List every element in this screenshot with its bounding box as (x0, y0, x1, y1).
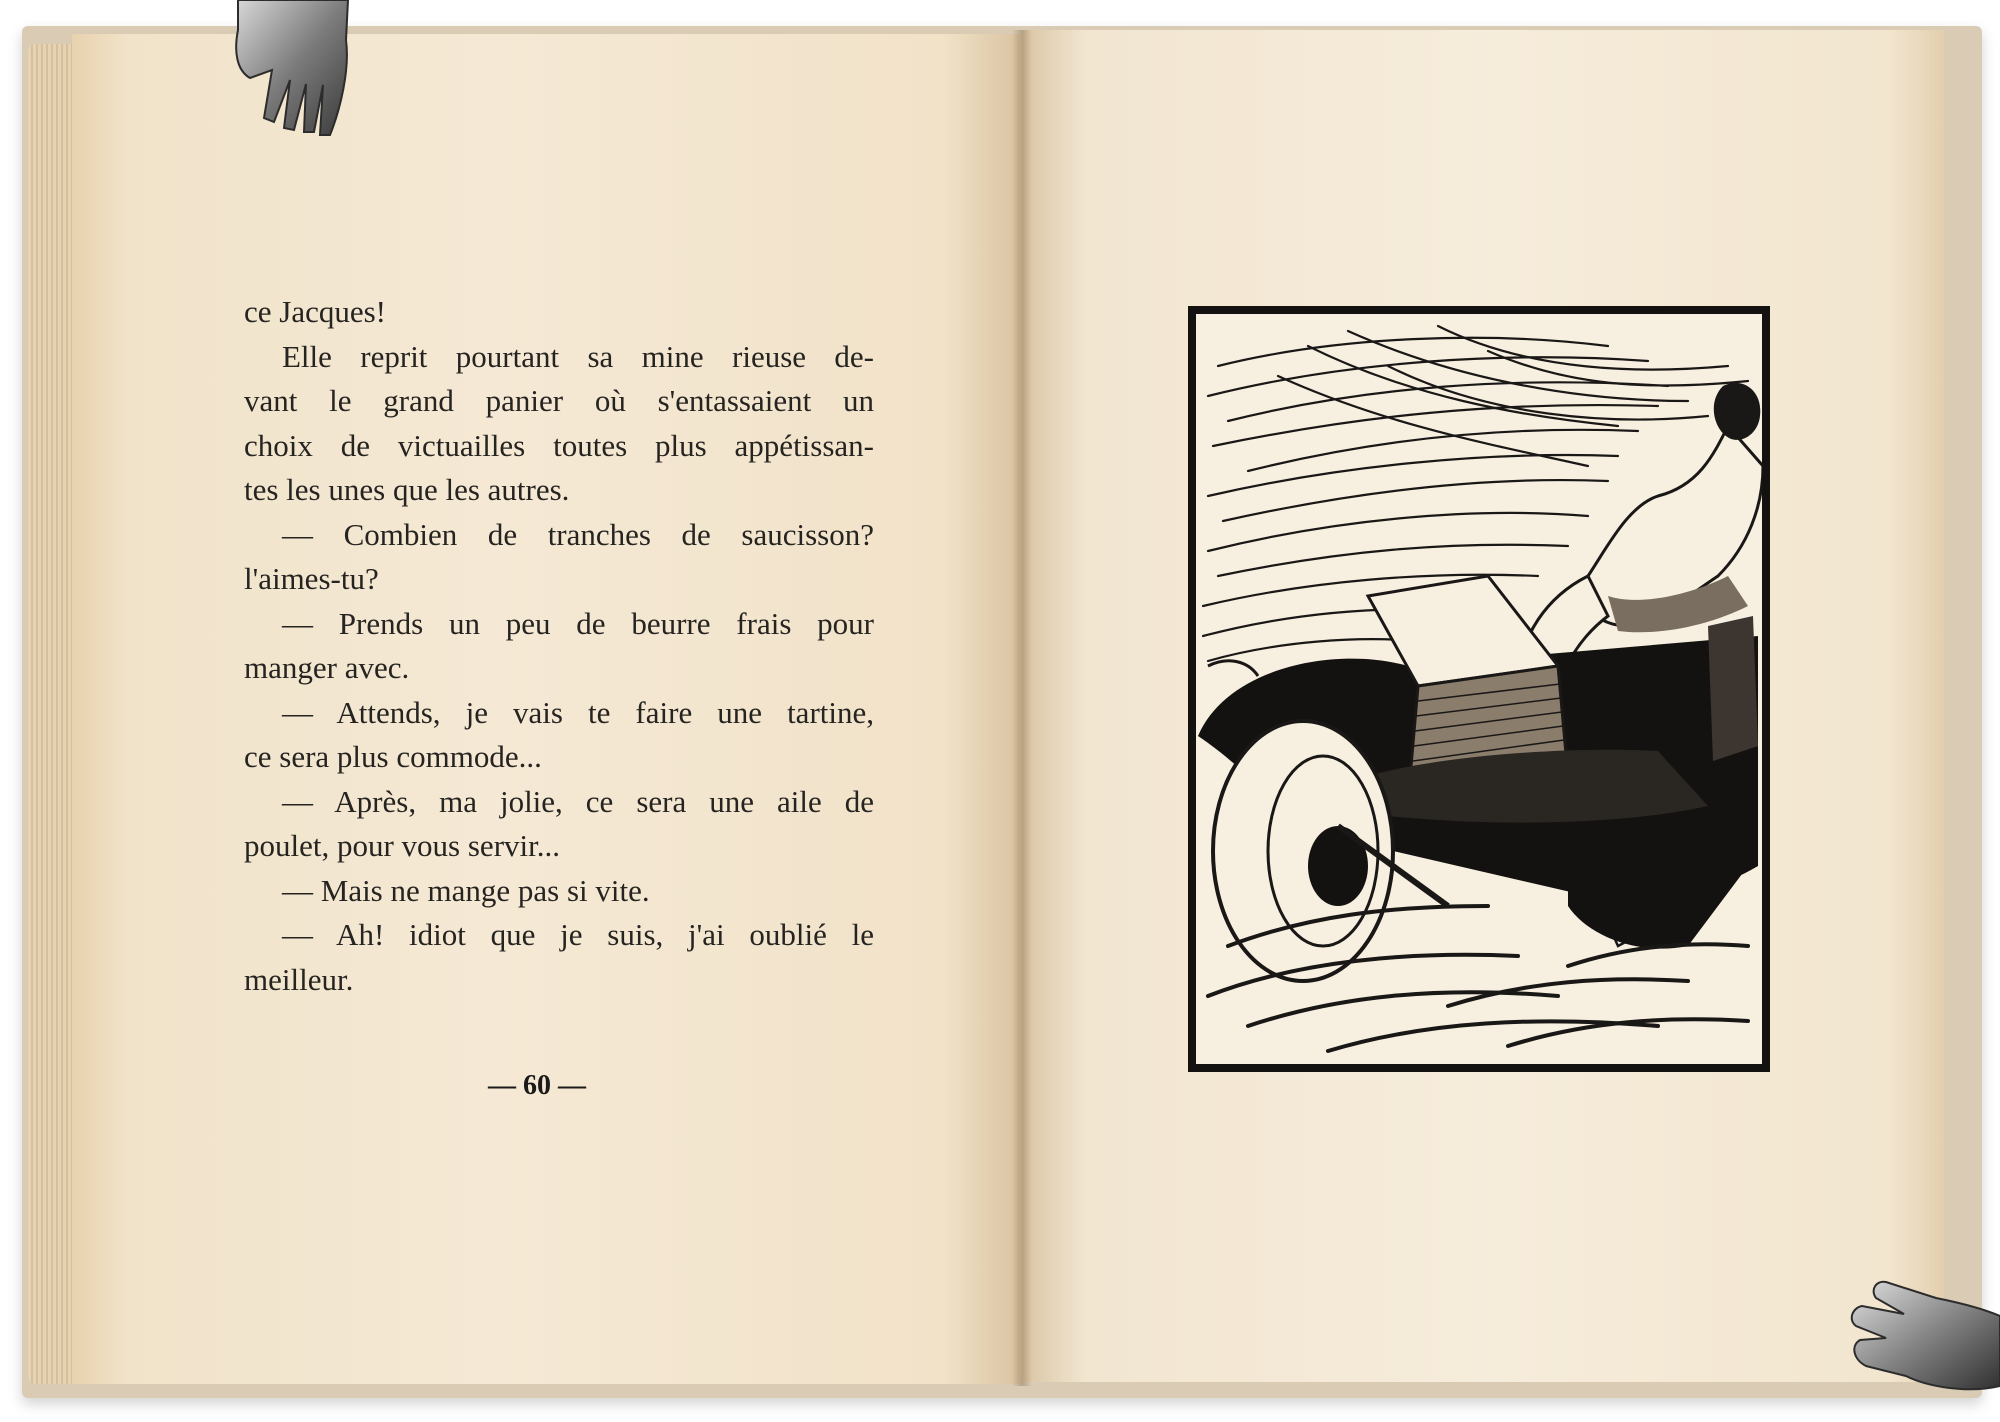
text-line: manger avec. (244, 650, 410, 685)
text-line: choix de victuailles toutes plus appétissan- (244, 427, 874, 463)
page-clip-top (228, 0, 358, 140)
text-line: — Combien de tranches de saucisson? (282, 516, 874, 552)
text-line: l'aimes-tu? (244, 561, 379, 596)
text-line: tes les unes que les autres. (244, 472, 570, 507)
text-line: meilleur. (244, 961, 354, 997)
text-line: — Prends un peu de beurre frais pour (282, 605, 874, 641)
car-illustration (1188, 306, 1770, 1072)
text-line: — Après, ma jolie, ce sera une aile de (282, 783, 874, 819)
text-line: vant le grand panier où s'entassaient un (244, 383, 874, 418)
text-line: — Ah! idiot que je suis, j'ai oublié le (282, 917, 874, 952)
page-text (244, 290, 874, 1002)
text-line: Elle reprit pourtant sa mine rieuse de- (282, 338, 874, 374)
text-line: ce sera plus commode... (244, 739, 542, 774)
text-line: poulet, pour vous servir... (244, 828, 560, 863)
page-clip-bottom (1846, 1276, 2000, 1396)
text-line: — Mais ne mange pas si vite. (282, 872, 650, 908)
page-number: — 60 — (488, 1070, 586, 1101)
text-line: — Attends, je vais te faire une tartine, (282, 694, 874, 730)
text-line: ce Jacques! (244, 294, 386, 329)
book-gutter (1012, 30, 1032, 1386)
